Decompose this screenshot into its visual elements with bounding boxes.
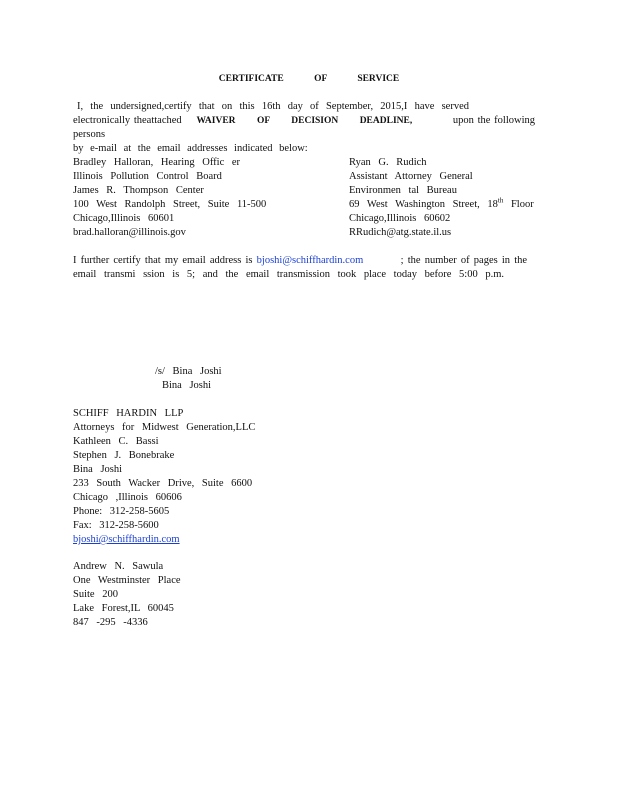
attorney-name: Stephen J. Bonebrake [73, 450, 175, 461]
recipient-name: Ryan G. Rudich [349, 157, 427, 168]
contact-city: Lake Forest,IL 60045 [73, 603, 174, 614]
contact-building: One Westminster Place [73, 575, 181, 586]
firm-street: 233 South Wacker Drive, Suite 6600 [73, 478, 253, 489]
recipient-org: Assistant Attorney General [349, 171, 473, 182]
further-line-1-tail: ; the number of pages in the [400, 255, 528, 266]
recipient-building: Environmen tal Bureau [349, 185, 457, 196]
intro-line-2 [73, 114, 535, 142]
recipient-building: James R. Thompson Center [73, 185, 204, 196]
firm-fax: Fax: 312-258-5600 [73, 520, 159, 531]
signature-block [155, 365, 222, 393]
recipient-street [349, 198, 534, 212]
further-line-1-text: I further certify that my email address is [73, 255, 253, 266]
firm-role: Attorneys for Midwest Generation,LLC [73, 422, 256, 433]
firm-email-link[interactable]: bjoshi@schiffhardin.com [73, 534, 180, 545]
street-text: 69 West Washington Street, 18 [349, 199, 498, 210]
contact-phone: 847 -295 -4336 [73, 617, 148, 628]
further-line-1 [73, 254, 527, 268]
recipient-right [349, 156, 534, 240]
recipient-org: Illinois Pollution Control Board [73, 171, 222, 182]
recipient-name: Bradley Halloran, Hearing Offic er [73, 157, 241, 168]
street-floor: Floor [503, 199, 534, 210]
intro-line-2-tail: upon the following persons [73, 115, 535, 140]
recipient-city: Chicago,Illinois 60601 [73, 213, 175, 224]
recipient-street: 100 West Randolph Street, Suite 11-500 [73, 199, 267, 210]
firm-block [73, 407, 255, 547]
recipient-left [73, 156, 266, 240]
intro-line-1: I, the undersigned,certify that on this 16th day of September, 2015,I have served [77, 101, 469, 112]
email-link[interactable]: bjoshi@schiffhardin.com [256, 255, 364, 266]
signature-line: /s/ Bina Joshi [155, 366, 222, 377]
firm-name: SCHIFF HARDIN LLP [73, 408, 184, 419]
further-certify-paragraph [73, 254, 535, 282]
recipient-email: RRudich@atg.state.il.us [349, 227, 452, 238]
firm-phone: Phone: 312-258-5605 [73, 506, 170, 517]
additional-address-block [73, 560, 181, 630]
signer-name: Bina Joshi [162, 380, 212, 391]
intro-line-3: by e-mail at the email addresses indicated below: [73, 143, 308, 154]
recipient-city: Chicago,Illinois 60602 [349, 213, 451, 224]
attorney-name: Kathleen C. Bassi [73, 436, 159, 447]
ordinal-suffix: th [497, 196, 504, 205]
intro-line-2-text: electronically theattached [73, 115, 182, 126]
contact-name: Andrew N. Sawula [73, 561, 164, 572]
document-title-ref: WAIVER OF DECISION DEADLINE, [196, 116, 413, 126]
firm-email-row [73, 533, 255, 547]
intro-paragraph [73, 100, 535, 156]
firm-city: Chicago ,Illinois 60606 [73, 492, 182, 503]
further-line-2: email transmi ssion is 5; and the email transmission took place today before 5:00 p.m. [73, 269, 505, 280]
certificate-title: CERTIFICATE OF SERVICE [218, 74, 400, 84]
contact-suite: Suite 200 [73, 589, 118, 600]
recipient-email: brad.halloran@illinois.gov [73, 227, 186, 238]
attorney-name: Bina Joshi [73, 464, 123, 475]
